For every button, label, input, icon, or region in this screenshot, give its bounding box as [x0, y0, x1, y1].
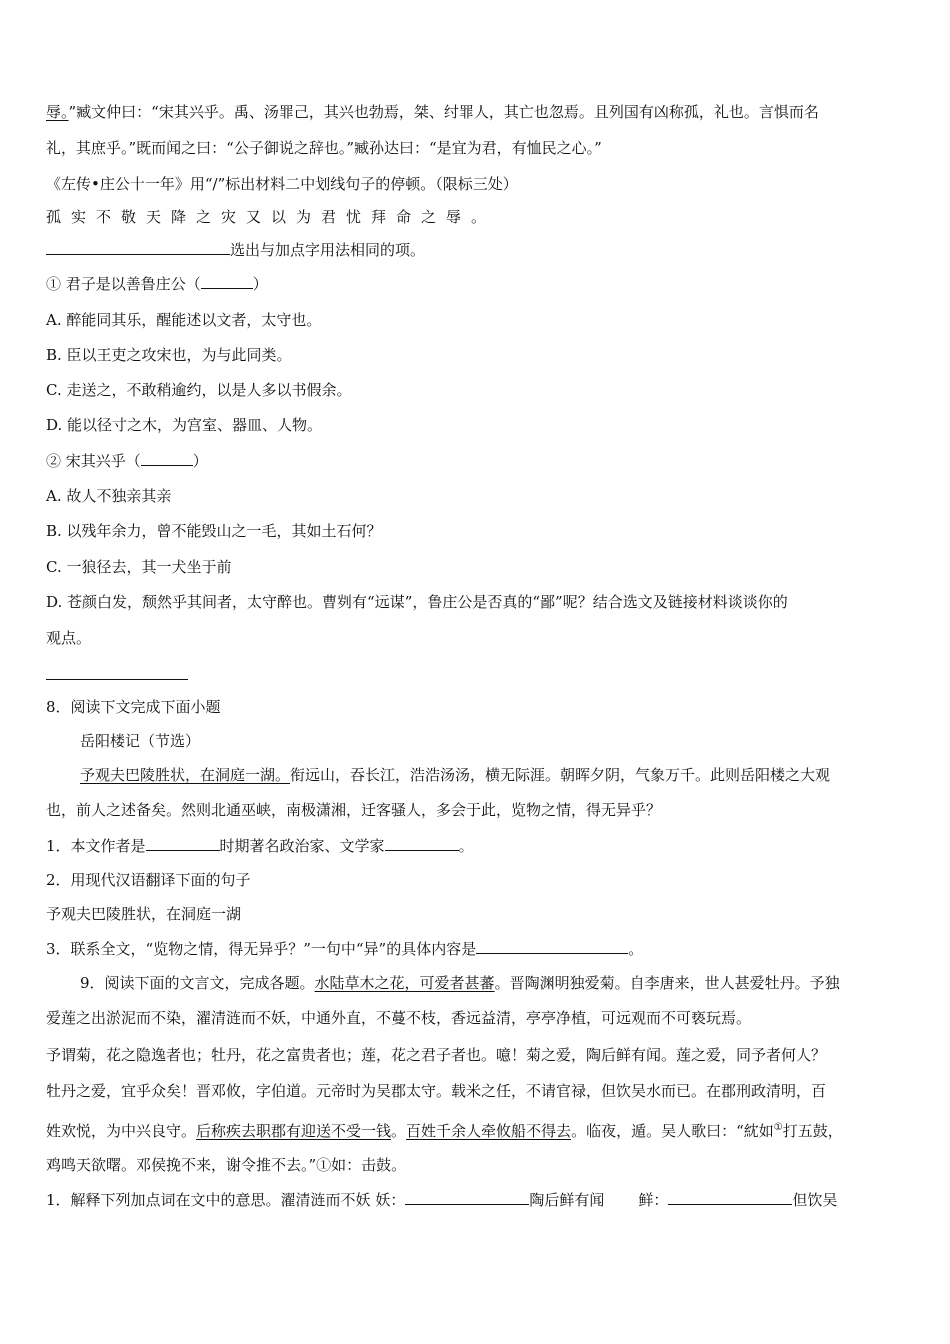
- answer-blank[interactable]: [476, 939, 628, 954]
- question-9-title: 9．阅读下面的文言文，完成各题。: [80, 974, 315, 992]
- text-fragment: 衔远山，吞长江，浩浩汤汤，横无际涯。朝晖夕阴，气象万千。此则岳阳楼之大观: [290, 766, 831, 784]
- underlined-sentence: 后称疾去职郡有迎送不受一钱: [196, 1122, 392, 1140]
- sub-question-label: ② 宋其兴乎（: [46, 452, 141, 470]
- answer-line[interactable]: [46, 679, 188, 680]
- text-fragment: 打五鼓，: [782, 1122, 843, 1140]
- material2-line1: [46, 102, 819, 122]
- answer-blank[interactable]: [668, 1190, 792, 1205]
- pause-question-sentence: 孤实不敬天降之灾又以为君忧拜命之辱。: [46, 208, 497, 226]
- answer-blank[interactable]: [141, 451, 193, 466]
- q8-sub-2: 2．用现代汉语翻译下面的句子: [46, 871, 251, 889]
- option: B. 臣以王吏之攻宋也，为与此同类。: [46, 346, 292, 364]
- usage-question-prompt: [46, 240, 425, 260]
- sub-question-close: ）: [252, 275, 268, 293]
- option: D. 能以径寸之木，为宫室、器皿、人物。: [46, 416, 323, 434]
- underlined-fragment: 辱。: [46, 103, 69, 121]
- prompt-text: 选出与加点字用法相同的项。: [230, 241, 426, 259]
- answer-blank[interactable]: [46, 240, 230, 255]
- option: C. 走送之，不敢稍逾约，以是人多以书假余。: [46, 381, 352, 399]
- option-continuation: 观点。: [46, 629, 92, 647]
- passage-line: 牡丹之爱，宜乎众矣！晋邓攸，字伯道。元帝时为吴郡太守。载米之任，不请官禄，但饮吴水而已。在郡刑政清明，百: [46, 1082, 827, 1100]
- passage-line: 鸡鸣天欲曙。邓侯挽不来，谢令推不去。”①如：击鼓。: [46, 1156, 407, 1174]
- text-fragment: 陶后鲜有闻: [529, 1191, 605, 1209]
- passage-line: 予谓菊，花之隐逸者也；牡丹，花之富贵者也；莲，花之君子者也。噫！菊之爱，陶后鲜有闻。莲之爱，同予者何人？: [46, 1046, 827, 1064]
- option: B. 以残年余力，曾不能毁山之一毛，其如土石何？: [46, 522, 382, 540]
- option: D. 苍颜白发，颓然乎其间者，太守醉也。曹刿有“远谋”，鲁庄公是否真的“鄙”呢？结合选文及链接材料谈谈你的: [46, 593, 788, 611]
- text-fragment: 鲜：: [638, 1191, 669, 1209]
- sub-question-1: [46, 274, 268, 294]
- answer-blank[interactable]: [201, 274, 253, 289]
- q8-sub-2-sentence: 予观夫巴陵胜状，在洞庭一湖: [46, 905, 242, 923]
- text-fragment: 3．联系全文，“览物之情，得无异乎？”一句中“异”的具体内容是: [46, 940, 477, 958]
- text-fragment: 。临夜，遁。吴人歌曰：“紞如: [571, 1122, 774, 1140]
- question-8-title: 8．阅读下文完成下面小题: [46, 698, 221, 716]
- underlined-sentence: 百姓千余人牵攸船不得去: [406, 1122, 572, 1140]
- text-fragment: 。: [391, 1122, 407, 1140]
- text-fragment: 但饮吴: [792, 1191, 838, 1209]
- option: C. 一狼径去，其一犬坐于前: [46, 558, 232, 576]
- option: A. 醉能同其乐，醒能述以文者，太守也。: [46, 311, 322, 329]
- text-fragment: ”臧文仲曰：“宋其兴乎。禹、汤罪己，其兴也勃焉，桀、纣罪人，其亡也忽焉。且列国有凶称孤，礼也。言惧而名: [68, 103, 819, 121]
- text-fragment: 1．解释下列加点词在文中的意思。濯清涟而不妖 妖：: [46, 1191, 406, 1209]
- underlined-sentence: 水陆草木之花，可爱者甚蕃: [314, 974, 495, 992]
- answer-blank[interactable]: [405, 1190, 529, 1205]
- q8-sub-3: [46, 939, 643, 959]
- text-fragment: 1．本文作者是: [46, 837, 146, 855]
- passage-title: 岳阳楼记（节选）: [80, 732, 201, 750]
- underlined-sentence: 予观夫巴陵胜状，在洞庭一湖。: [80, 766, 291, 784]
- passage-line: 爱莲之出淤泥而不染，濯清涟而不妖，中通外直，不蔓不枝，香远益清，亭亭净植，可远观而不可亵玩焉。: [46, 1009, 752, 1027]
- option: A. 故人不独亲其亲: [46, 487, 172, 505]
- q9-sub-1: [46, 1190, 837, 1210]
- passage-line: [80, 765, 830, 785]
- passage-line: [46, 1118, 843, 1141]
- text-fragment: 。: [628, 940, 644, 958]
- material2-line2: 礼，其庶乎。”既而闻之曰：“公子御说之辞也。”臧孙达曰：“是宜为君，有恤民之心。”: [46, 139, 602, 157]
- footnote-marker: ①: [773, 1122, 783, 1133]
- text-fragment: 时期著名政治家、文学家: [219, 837, 385, 855]
- question-9-line: [80, 973, 840, 993]
- answer-blank[interactable]: [146, 836, 220, 851]
- answer-blank[interactable]: [385, 836, 459, 851]
- text-fragment: 。: [458, 837, 474, 855]
- text-fragment: 姓欢悦，为中兴良守。: [46, 1122, 197, 1140]
- q8-sub-1: [46, 836, 474, 856]
- sub-question-label: ① 君子是以善鲁庄公（: [46, 275, 201, 293]
- sub-question-close: ）: [192, 452, 208, 470]
- text-fragment: 。晋陶渊明独爱菊。自李唐来，世人甚爱牡丹。予独: [494, 974, 840, 992]
- sub-question-2: [46, 451, 208, 471]
- pause-question-prompt: 《左传•庄公十一年》用“/”标出材料二中划线句子的停顿。（限标三处）: [46, 175, 518, 193]
- passage-line: 也，前人之述备矣。然则北通巫峡，南极潇湘，迁客骚人，多会于此，览物之情，得无异乎？: [46, 801, 662, 819]
